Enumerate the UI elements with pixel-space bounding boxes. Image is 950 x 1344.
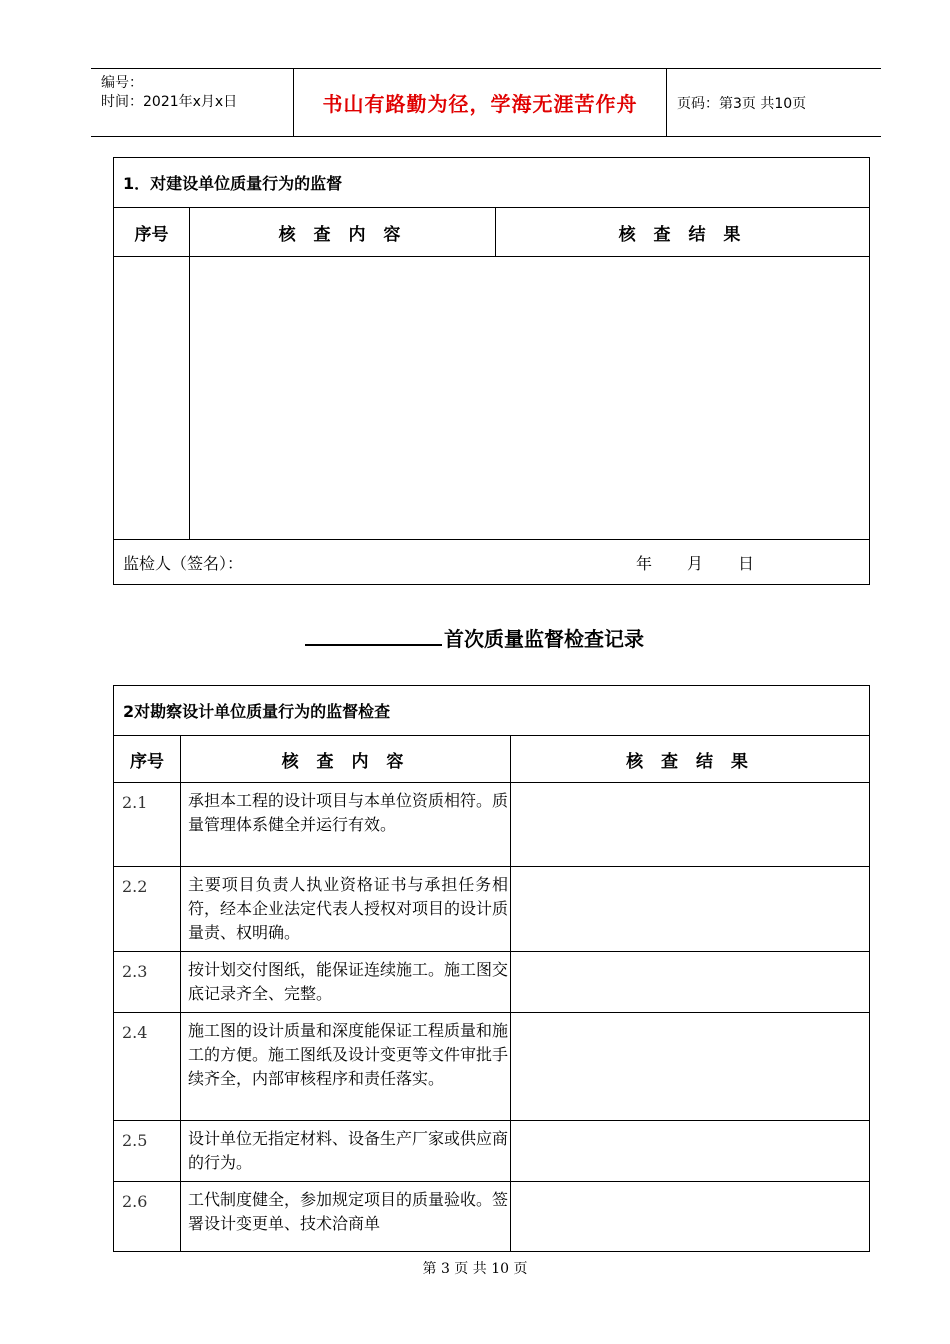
row-number: 2.5 — [114, 1121, 181, 1182]
header-meta — [101, 74, 237, 112]
date-label: 年 月 日 — [636, 554, 756, 573]
time-line: 时间：2021年x月x日 — [101, 94, 238, 110]
number-label: 编号： — [101, 75, 143, 91]
col-result-header: 核 查 结 果 — [511, 736, 870, 783]
row-content: 工代制度健全，参加规定项目的质量验收。签署设计变更单、技术洽商单 — [181, 1182, 511, 1252]
table-row — [114, 783, 870, 867]
row-content: 施工图的设计质量和深度能保证工程质量和施工的方便。施工图纸及设计变更等文件审批手续齐全，内部审核程序和责任落实。 — [181, 1013, 511, 1121]
section1-title: 1．对建设单位质量行为的监督 — [114, 158, 870, 208]
empty-content-cell — [190, 257, 870, 540]
header-motto: 书山有路勤为径，学海无涯苦作舟 — [322, 92, 638, 116]
record-title — [305, 622, 644, 652]
section2-table — [113, 685, 870, 1252]
col-seq-header: 序号 — [114, 736, 181, 783]
row-number: 2.2 — [114, 867, 181, 952]
row-content: 主要项目负责人执业资格证书与承担任务相符，经本企业法定代表人授权对项目的设计质量责、权明确。 — [181, 867, 511, 952]
signer-label: 监检人（签名）： — [123, 553, 244, 573]
row-number: 2.4 — [114, 1013, 181, 1121]
row-number: 2.6 — [114, 1182, 181, 1252]
row-result — [511, 783, 870, 867]
row-content: 设计单位无指定材料、设备生产厂家或供应商的行为。 — [181, 1121, 511, 1182]
row-number: 2.1 — [114, 783, 181, 867]
table-row — [114, 1121, 870, 1182]
page-footer: 第 3 页 共 10 页 — [422, 1261, 528, 1277]
col-result-header: 核 查 结 果 — [496, 208, 870, 257]
header-page-info: 页码：第3页 共10页 — [677, 95, 807, 112]
row-number: 2.3 — [114, 952, 181, 1013]
table-row — [114, 1013, 870, 1121]
record-title-text: 首次质量监督检查记录 — [444, 627, 644, 651]
row-content: 承担本工程的设计项目与本单位资质相符。质量管理体系健全并运行有效。 — [181, 783, 511, 867]
row-content: 按计划交付图纸，能保证连续施工。施工图交底记录齐全、完整。 — [181, 952, 511, 1013]
table-row — [114, 867, 870, 952]
signature-row — [114, 540, 870, 585]
table-row — [114, 1182, 870, 1252]
col-content-header: 核 查 内 容 — [181, 736, 511, 783]
page-header — [91, 68, 881, 137]
row-result — [511, 1121, 870, 1182]
row-result — [511, 952, 870, 1013]
row-result — [511, 1013, 870, 1121]
row-result — [511, 867, 870, 952]
header-divider — [666, 69, 667, 136]
empty-seq-cell — [114, 257, 190, 540]
col-seq-header: 序号 — [114, 208, 190, 257]
row-result — [511, 1182, 870, 1252]
table-row — [114, 952, 870, 1013]
title-blank-line — [305, 622, 442, 646]
col-content-header: 核 查 内 容 — [190, 208, 496, 257]
section1-table — [113, 157, 870, 585]
section2-title: 2对勘察设计单位质量行为的监督检查 — [114, 686, 870, 736]
